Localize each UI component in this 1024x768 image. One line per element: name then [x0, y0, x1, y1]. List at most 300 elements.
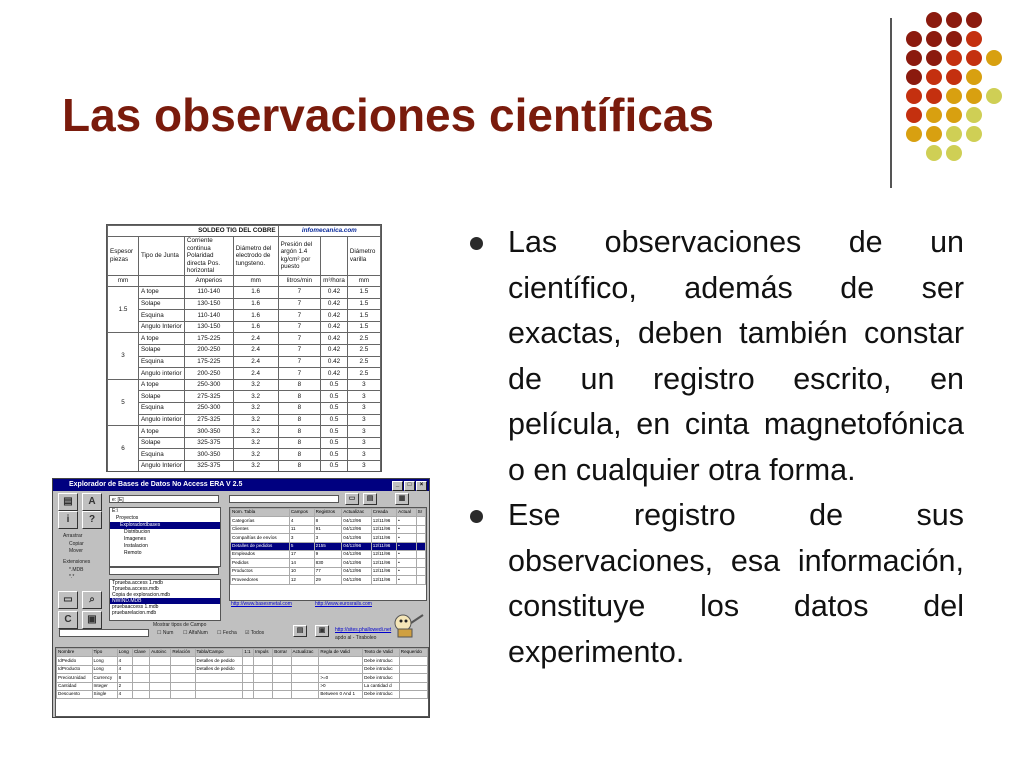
- grid-cell: Empleados: [231, 550, 290, 558]
- table-cell: 8: [278, 437, 321, 449]
- grid-cell: >=0: [319, 674, 363, 682]
- table-cell: 200-250: [184, 368, 233, 380]
- bullet-item: [466, 220, 964, 493]
- table-row: [231, 576, 426, 584]
- tree-item: Remoto: [124, 550, 142, 556]
- window-title: Explorador de Bases de Datos No Access ERA V 2.5: [69, 481, 243, 488]
- grid-header: Tipo: [92, 649, 117, 657]
- grid-header: Borrar: [273, 649, 291, 657]
- dot-decoration: [926, 12, 942, 28]
- table-header: [321, 237, 348, 276]
- table-cell: 1.5: [347, 298, 380, 310]
- table-row: [108, 345, 381, 357]
- table-unit: mm: [233, 275, 278, 287]
- help-icon: ?: [82, 511, 102, 529]
- dot-decoration: [946, 145, 962, 161]
- file-item: Tprueba.access 1.mdb: [112, 580, 163, 586]
- table-cell: 175-225: [184, 356, 233, 368]
- table-cell: A tope: [138, 426, 184, 438]
- table-cell: 325-375: [184, 437, 233, 449]
- grid-header: Clave: [132, 649, 149, 657]
- grid-cell: •: [397, 567, 416, 575]
- table-cell: 110-140: [184, 287, 233, 299]
- grid-cell: [416, 542, 425, 550]
- table-cell: 3.2: [233, 391, 278, 403]
- grid-cell: Integer: [92, 682, 117, 690]
- table-header: Diámetro varilla: [347, 237, 380, 276]
- grid-cell: 04/12/96: [342, 525, 372, 533]
- dot-decoration: [966, 107, 982, 123]
- grid-cell: [171, 665, 195, 673]
- table-cell: 5: [108, 379, 139, 425]
- table-cell: Angulo interior: [138, 368, 184, 380]
- table-cell: 2.5: [347, 356, 380, 368]
- table-row: [231, 534, 426, 542]
- grid-cell: PrecioUnidad: [57, 674, 93, 682]
- grid-header: Long: [117, 649, 132, 657]
- table-row: [108, 379, 381, 391]
- grid-cell: [132, 682, 149, 690]
- grid-header: Nom. Tabla: [231, 509, 290, 517]
- table-cell: 8: [278, 379, 321, 391]
- table-cell: 7: [278, 356, 321, 368]
- file-item: Tprueba.access.mdb: [112, 586, 159, 592]
- grid-cell: 14: [289, 559, 314, 567]
- table-cell: 0.5: [321, 403, 348, 415]
- grid-cell: 10: [289, 567, 314, 575]
- file-item: pruebarelacion.mdb: [112, 610, 157, 616]
- dot-decoration: [966, 31, 982, 47]
- grid-cell: IdPedido: [57, 657, 93, 665]
- dot-decoration: [906, 69, 922, 85]
- maximize-icon: □: [404, 481, 415, 491]
- table-title: SOLDEO TIG DEL COBRE: [108, 226, 279, 237]
- table-cell: 6: [108, 426, 139, 472]
- grid-cell: [291, 674, 319, 682]
- grid-cell: [150, 665, 171, 673]
- grid-cell: •: [397, 550, 416, 558]
- minimize-icon: _: [392, 481, 403, 491]
- table-brand: infomecanica.com: [278, 226, 380, 237]
- grid-cell: •: [397, 517, 416, 525]
- dot-decoration: [946, 126, 962, 142]
- table-unit: litros/min: [278, 275, 321, 287]
- table-cell: 2.4: [233, 356, 278, 368]
- table-cell: 275-325: [184, 391, 233, 403]
- disk-icon: ▭: [58, 591, 78, 609]
- table-cell: 3.2: [233, 414, 278, 426]
- table-cell: 1.6: [233, 321, 278, 333]
- grid-cell: >0: [319, 682, 363, 690]
- table-cell: 300-350: [184, 426, 233, 438]
- table-cell: 3: [347, 403, 380, 415]
- table-cell: 3: [347, 437, 380, 449]
- table-cell: Solape: [138, 345, 184, 357]
- dot-decoration: [926, 145, 942, 161]
- tree-item: Distribucion: [124, 529, 151, 535]
- table-cell: 1.6: [233, 287, 278, 299]
- bullet-list: [466, 220, 964, 675]
- grid-cell: 17: [289, 550, 314, 558]
- table-cell: 0.42: [321, 298, 348, 310]
- grid-cell: [254, 674, 273, 682]
- grid-cell: [399, 665, 427, 673]
- table-cell: A tope: [138, 379, 184, 391]
- table-row: [57, 657, 428, 665]
- table-row: [108, 287, 381, 299]
- table-cell: 2.5: [347, 333, 380, 345]
- tree-item: Instalacion: [124, 543, 148, 549]
- table-filter-field: [229, 495, 339, 503]
- grid-cell: [273, 665, 291, 673]
- grid-cell: Clientes: [231, 525, 290, 533]
- print-icon: ▤: [58, 493, 78, 511]
- table-cell: Angulo Interior: [138, 321, 184, 333]
- table-cell: 0.42: [321, 333, 348, 345]
- grid-cell: 29: [314, 576, 342, 584]
- grid-cell: [291, 690, 319, 698]
- grid-cell: IdProducto: [57, 665, 93, 673]
- grid-cell: 12/11/96: [371, 542, 396, 550]
- grid-header: Actual: [397, 509, 416, 517]
- table-cell: 200-250: [184, 345, 233, 357]
- table-cell: 110-140: [184, 310, 233, 322]
- bullet-icon: [470, 510, 483, 523]
- table-row: [231, 517, 426, 525]
- grid-cell: [171, 657, 195, 665]
- table-row: [108, 333, 381, 345]
- grid-cell: Debe introduc: [363, 657, 400, 665]
- table-cell: 0.42: [321, 356, 348, 368]
- move-option: Mover: [69, 548, 83, 554]
- file-item: Copia de exploracion.mdb: [112, 592, 171, 598]
- table-cell: 8: [278, 414, 321, 426]
- table-cell: 0.42: [321, 345, 348, 357]
- grid-header: Tabla/Campo: [195, 649, 243, 657]
- table-cell: Angulo Interior: [138, 461, 184, 473]
- table-unit: mm: [108, 275, 139, 287]
- dot-decoration: [946, 12, 962, 28]
- dot-decoration: [926, 88, 942, 104]
- dot-decoration: [946, 31, 962, 47]
- dot-decoration: [946, 107, 962, 123]
- table-cell: 7: [278, 345, 321, 357]
- table-cell: 3.2: [233, 437, 278, 449]
- grid-cell: Pedidos: [231, 559, 290, 567]
- grid-cell: [399, 657, 427, 665]
- bullet-text: Ese registro de sus observaciones, esa información, constituye los datos del experimento.: [508, 498, 964, 669]
- table-cell: 3: [108, 333, 139, 379]
- grid-cell: 12/11/96: [371, 534, 396, 542]
- grid-cell: Detalles de pedido: [195, 657, 243, 665]
- info-icon: i: [58, 511, 78, 529]
- grid-cell: Single: [92, 690, 117, 698]
- grid-cell: 04/12/96: [342, 550, 372, 558]
- grid-cell: 04/12/96: [342, 517, 372, 525]
- grid-cell: 4: [289, 517, 314, 525]
- table-row: [108, 356, 381, 368]
- print-icon: ▤: [363, 493, 377, 505]
- dot-decoration: [926, 126, 942, 142]
- grid-cell: [150, 674, 171, 682]
- table-cell: 130-150: [184, 321, 233, 333]
- table-row: [108, 437, 381, 449]
- grid-cell: [319, 657, 363, 665]
- table-cell: 1.5: [347, 310, 380, 322]
- copy-option: Copiar: [69, 541, 84, 547]
- table-cell: Solape: [138, 437, 184, 449]
- dot-decoration: [906, 50, 922, 66]
- table-cell: 130-150: [184, 298, 233, 310]
- table-icon: ▦: [395, 493, 409, 505]
- grid-cell: 04/12/96: [342, 542, 372, 550]
- dot-decoration: [926, 107, 942, 123]
- table-row: [108, 298, 381, 310]
- table-row: [231, 542, 426, 550]
- table-header: Corriente continua Polaridad directa Pos. horizontal: [184, 237, 233, 276]
- divider-line: [890, 18, 892, 188]
- dot-decoration: [946, 88, 962, 104]
- grid-cell: [416, 559, 425, 567]
- table-row: [108, 368, 381, 380]
- grid-cell: [273, 690, 291, 698]
- bullet-text: Las observaciones de un científico, además de ser exactas, deben también constar de un registro escrito, en película, en cinta magnetofónica o en cualquier otra forma.: [508, 225, 964, 487]
- grid-cell: Compañías de envíos: [231, 534, 290, 542]
- welding-table-image: [106, 224, 382, 472]
- grid-header: Regla de Valid: [319, 649, 363, 657]
- table-cell: 3.2: [233, 461, 278, 473]
- table-cell: Esquina: [138, 310, 184, 322]
- grid-cell: [273, 682, 291, 690]
- grid-cell: [416, 576, 425, 584]
- table-cell: 3.2: [233, 449, 278, 461]
- table-row: [231, 525, 426, 533]
- file-item: NWIND.MDB: [110, 598, 220, 604]
- table-unit: Amperios: [184, 275, 233, 287]
- table-cell: 8: [278, 426, 321, 438]
- table-cell: 7: [278, 287, 321, 299]
- grid-cell: [171, 690, 195, 698]
- search-icon: ⌕: [82, 591, 102, 609]
- table-cell: 2.4: [233, 333, 278, 345]
- grid-cell: [132, 674, 149, 682]
- table-cell: 3: [347, 449, 380, 461]
- grid-cell: Proveedores: [231, 576, 290, 584]
- table-cell: A tope: [138, 287, 184, 299]
- grid-cell: 2155: [314, 542, 342, 550]
- grid-cell: Categorías: [231, 517, 290, 525]
- grid-header: Autoinc: [150, 649, 171, 657]
- grid-cell: •: [397, 542, 416, 550]
- table-row: [57, 665, 428, 673]
- field-filter-field: [59, 629, 149, 637]
- table-cell: 0.5: [321, 449, 348, 461]
- table-row: [108, 426, 381, 438]
- grid-cell: •: [397, 576, 416, 584]
- grid-cell: [132, 665, 149, 673]
- grid-cell: [291, 657, 319, 665]
- table-cell: 325-375: [184, 461, 233, 473]
- grid-cell: Detalles de pedido: [195, 665, 243, 673]
- table-cell: 3.2: [233, 403, 278, 415]
- grid-cell: Productos: [231, 567, 290, 575]
- grid-cell: [254, 682, 273, 690]
- table-cell: 8: [278, 403, 321, 415]
- dot-decoration: [986, 50, 1002, 66]
- grid-cell: •: [397, 559, 416, 567]
- grid-cell: Debe introduc: [363, 690, 400, 698]
- grid-cell: 4: [117, 690, 132, 698]
- table-cell: 2.5: [347, 368, 380, 380]
- table-cell: 0.5: [321, 414, 348, 426]
- image-icon: ▣: [82, 611, 102, 629]
- grid-cell: Cantidad: [57, 682, 93, 690]
- link-basesmetal: http://www.basesmetal.com: [231, 601, 292, 607]
- grid-cell: Long: [92, 665, 117, 673]
- grid-header-row: [231, 509, 426, 517]
- drive-select: e: [E]: [109, 495, 219, 503]
- grid-cell: [399, 674, 427, 682]
- grid-cell: 8: [117, 674, 132, 682]
- grid-cell: [150, 682, 171, 690]
- slide-title: Las observaciones científicas: [62, 89, 714, 141]
- table-row: [231, 559, 426, 567]
- folder-tree: [109, 507, 221, 567]
- table-cell: 0.5: [321, 426, 348, 438]
- table-row: [108, 461, 381, 473]
- grid-header: Creada: [371, 509, 396, 517]
- table-cell: 0.5: [321, 461, 348, 473]
- table-unit: mm: [347, 275, 380, 287]
- table-cell: Solape: [138, 298, 184, 310]
- grid-cell: [195, 682, 243, 690]
- grid-cell: [243, 674, 254, 682]
- font-icon: A: [82, 493, 102, 511]
- table-cell: 3: [347, 414, 380, 426]
- grid-cell: [254, 690, 273, 698]
- bullet-icon: [470, 237, 483, 250]
- grid-cell: 04/12/96: [342, 567, 372, 575]
- grid-cell: [416, 525, 425, 533]
- table-row: [57, 690, 428, 698]
- dot-decoration: [966, 88, 982, 104]
- grid-cell: 04/12/96: [342, 576, 372, 584]
- table-cell: Esquina: [138, 403, 184, 415]
- grid-cell: [273, 674, 291, 682]
- dot-decoration: [946, 50, 962, 66]
- table-row: [57, 682, 428, 690]
- table-row: [57, 674, 428, 682]
- table-cell: 1.5: [108, 287, 139, 333]
- grid-header: Actualizac: [342, 509, 372, 517]
- grid-cell: 9: [314, 550, 342, 558]
- grid-cell: Descuento: [57, 690, 93, 698]
- filter-num: ☐ Num: [157, 630, 174, 636]
- print-icon: ▤: [293, 625, 307, 637]
- grid-cell: 12: [289, 576, 314, 584]
- table-cell: 275-325: [184, 414, 233, 426]
- table-cell: 1.5: [347, 321, 380, 333]
- grid-header: Sr: [416, 509, 425, 517]
- grid-cell: Debe introduc: [363, 674, 400, 682]
- grid-cell: Currency: [92, 674, 117, 682]
- table-unit: m³/hora: [321, 275, 348, 287]
- grid-cell: 2: [117, 682, 132, 690]
- dot-decoration: [986, 88, 1002, 104]
- grid-cell: [243, 665, 254, 673]
- dot-decoration: [926, 69, 942, 85]
- table-cell: 0.42: [321, 287, 348, 299]
- table-cell: 8: [278, 449, 321, 461]
- grid-cell: 12/11/96: [371, 559, 396, 567]
- table-cell: A tope: [138, 333, 184, 345]
- dot-decoration: [906, 88, 922, 104]
- grid-cell: [319, 665, 363, 673]
- table-cell: 0.42: [321, 368, 348, 380]
- path-field: [109, 567, 219, 575]
- dot-decoration: [906, 126, 922, 142]
- table-row: [231, 550, 426, 558]
- table-cell: 2.5: [347, 345, 380, 357]
- table-cell: 7: [278, 310, 321, 322]
- filter-todos: ☑ Todos: [245, 630, 265, 636]
- link-eurosrails: http://www.eurosrails.com: [315, 601, 372, 607]
- grid-cell: 4: [117, 665, 132, 673]
- ext-mdb-option: *.MDB: [69, 567, 84, 573]
- close-icon: ×: [416, 481, 427, 491]
- grid-cell: [416, 517, 425, 525]
- grid-cell: [416, 550, 425, 558]
- table-cell: 1.5: [347, 287, 380, 299]
- fields-grid: [55, 647, 429, 717]
- grid-cell: 5: [289, 542, 314, 550]
- grid-header: Impuls: [254, 649, 273, 657]
- table-cell: 8: [278, 391, 321, 403]
- grid-cell: 8: [314, 517, 342, 525]
- grid-cell: •: [397, 534, 416, 542]
- grid-cell: [399, 682, 427, 690]
- table-cell: 0.5: [321, 391, 348, 403]
- window-titlebar: [53, 479, 429, 491]
- filter-alfanum: ☐ AlfaNum: [183, 630, 208, 636]
- table-header: Espesor piezas: [108, 237, 139, 276]
- dot-decoration: [946, 69, 962, 85]
- grid-cell: [171, 682, 195, 690]
- table-cell: 1.6: [233, 298, 278, 310]
- grid-cell: 12/11/96: [371, 525, 396, 533]
- grid-cell: [416, 534, 425, 542]
- grid-cell: •: [397, 525, 416, 533]
- grid-header: 1:1: [243, 649, 254, 657]
- grid-cell: 91: [314, 525, 342, 533]
- dot-grid-decoration: [906, 12, 1016, 172]
- grid-cell: [243, 657, 254, 665]
- bullet-item: [466, 493, 964, 675]
- grid-cell: [243, 682, 254, 690]
- mascot-icon: [389, 609, 425, 641]
- ext-all-option: *.*: [69, 574, 75, 580]
- grid-cell: [399, 690, 427, 698]
- grid-cell: 12/11/96: [371, 576, 396, 584]
- extensions-label: Extensiones: [63, 559, 91, 565]
- table-cell: 3: [347, 461, 380, 473]
- dot-decoration: [966, 126, 982, 142]
- file-list: [109, 579, 221, 621]
- filter-fecha: ☐ Fecha: [217, 630, 237, 636]
- grid-header: Texto de Valid: [363, 649, 400, 657]
- grid-cell: [291, 682, 319, 690]
- table-cell: 175-225: [184, 333, 233, 345]
